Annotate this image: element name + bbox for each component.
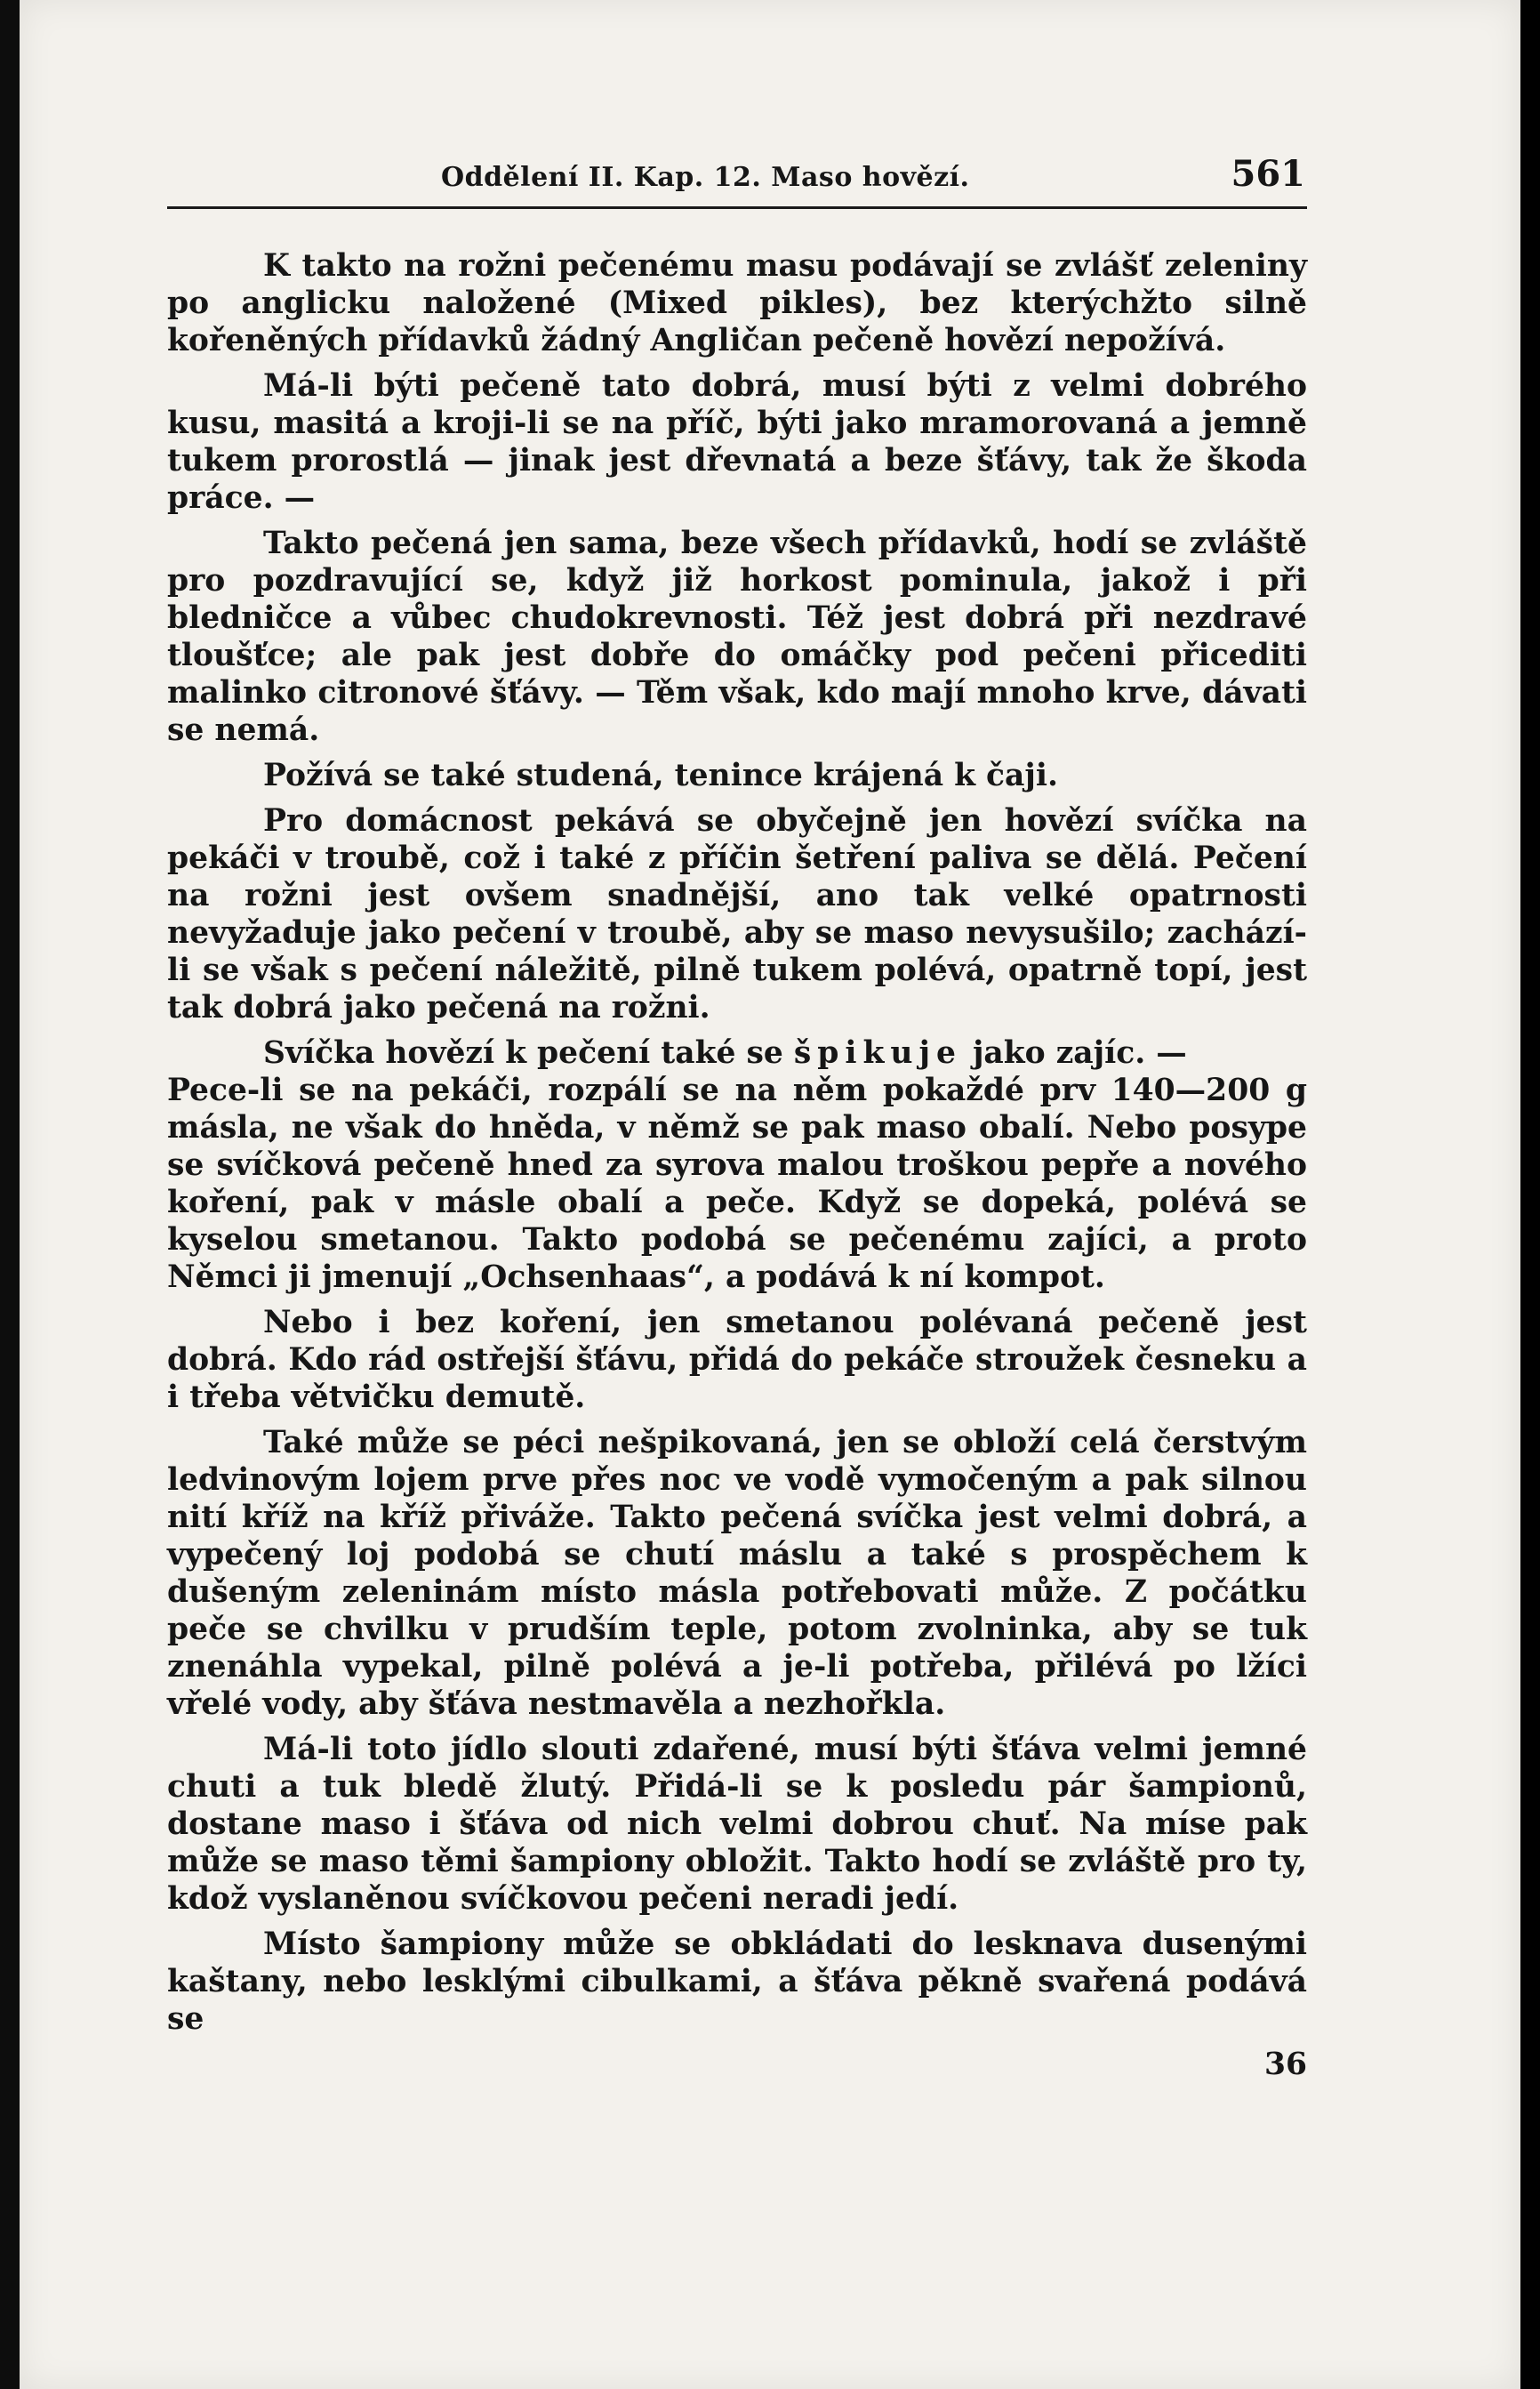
running-title: Oddělení II. Kap. 12. Maso hovězí. [441,162,970,193]
svicka-tail: jako zajíc. — [972,1035,1187,1071]
svicka-lead: Svíčka hovězí k pečení také se [263,1035,783,1071]
scan-edge [1520,0,1540,2389]
page-body [167,247,1307,2091]
header-rule [167,206,1307,209]
page-number: 561 [1231,153,1305,195]
spaced-word: špikuje [793,1035,962,1071]
signature-mark: 36 [1263,2047,1307,2082]
paragraph-8: Také může se péci nešpikovaná, jen se obloží celá čerstvým ledvinovým lojem prve přes noc ve vodě vymočeným a pak silnou nití kříž na kříž přiváže. Takto pečená svíčka jest velmi dobrá, a vypečený loj podobá se chutí máslu a také s prospěchem k dušeným zeleninám místo másla potřebovati může. Z počátku peče se chvilku v prudším teple, potom zvolninka, aby se tuk znenáhla vypekal, pilně polévá a je-li potřeba, přilévá po lžíci vřelé vody, aby šťáva nestmavěla a nezhořkla. [167,1425,1307,1722]
paragraph-2: Má-li býti pečeně tato dobrá, musí býti z velmi dobrého kusu, masitá a kroji-li se na příč, býti jako mramorovaná a jemně tukem prorostlá — jinak jest dřevnatá a beze šťávy, tak že škoda práce. — [167,368,1307,516]
page-header [167,153,1305,206]
paragraph-4: Požívá se také studená, tenince krájená k čaji. [263,758,1058,793]
paragraph-1: K takto na rožni pečenému masu podávají se zvlášť zeleniny po anglicku naložené (Mixed pikles), bez kterýchžto silně kořeněných přídavků žádný Angličan pečeně hovězí nepožívá. [167,248,1307,358]
paragraph-7: Nebo i bez koření, jen smetanou polévaná pečeně jest dobrá. Kdo rád ostřejší šťávu, přidá do pekáče stroužek česneku a i třeba větvičku demutě. [167,1305,1307,1415]
paragraph-6: Pece-li se na pekáči, rozpálí se na něm pokaždé prv 140—200 g másla, ne však do hněda, v němž se pak maso obalí. Nebo posype se svíčková pečeně hned za syrova malou troškou pepře a nového koření, pak v másle obalí a peče. Když se dopeká, polévá se kyselou smetanou. Takto podobá se pečenému zajíci, a proto Němci ji jmenují „Ochsenhaas“, a podává k ní kompot. [167,1073,1307,1295]
paragraph-9: Má-li toto jídlo slouti zdařené, musí býti šťáva velmi jemné chuti a tuk bledě žlutý. Přidá-li se k posledu pár šampionů, dostane maso i šťáva od nich velmi dobrou chuť. Na míse pak může se maso těmi šampiony obložit. Takto hodí se zvláště pro ty, kdož vyslaněnou svíčkovou pečeni neradi jedí. [167,1732,1307,1917]
paragraph-5: Pro domácnost pekává se obyčejně jen hovězí svíčka na pekáči v troubě, což i také z příčin šetření paliva se dělá. Pečení na rožni jest ovšem snadnější, ano tak velké opatrnosti nevyžaduje jako pečení v troubě, aby se maso nevysušilo; zachází-li se však s pečení náležitě, pilně tukem polévá, opatrně topí, jest tak dobrá jako pečená na rožni. [167,803,1307,1026]
paragraph-10: Místo šampiony může se obkládati do lesknava dusenými kaštany, nebo lesklými cibulkami, a šťáva pěkně svařená podává se [167,1926,1307,2037]
paragraph-3: Takto pečená jen sama, beze všech přídavků, hodí se zvláště pro pozdravující se, když již horkost pominula, jakož i při bledničce a vůbec chudokrevnosti. Též jest dobrá při nezdravé tloušťce; ale pak jest dobře do omáčky pod pečeni přicediti malinko citronové šťávy. — Těm však, kdo mají mnoho krve, dávati se nemá. [167,526,1307,748]
paragraph-svicka-lead [167,1034,1307,1072]
